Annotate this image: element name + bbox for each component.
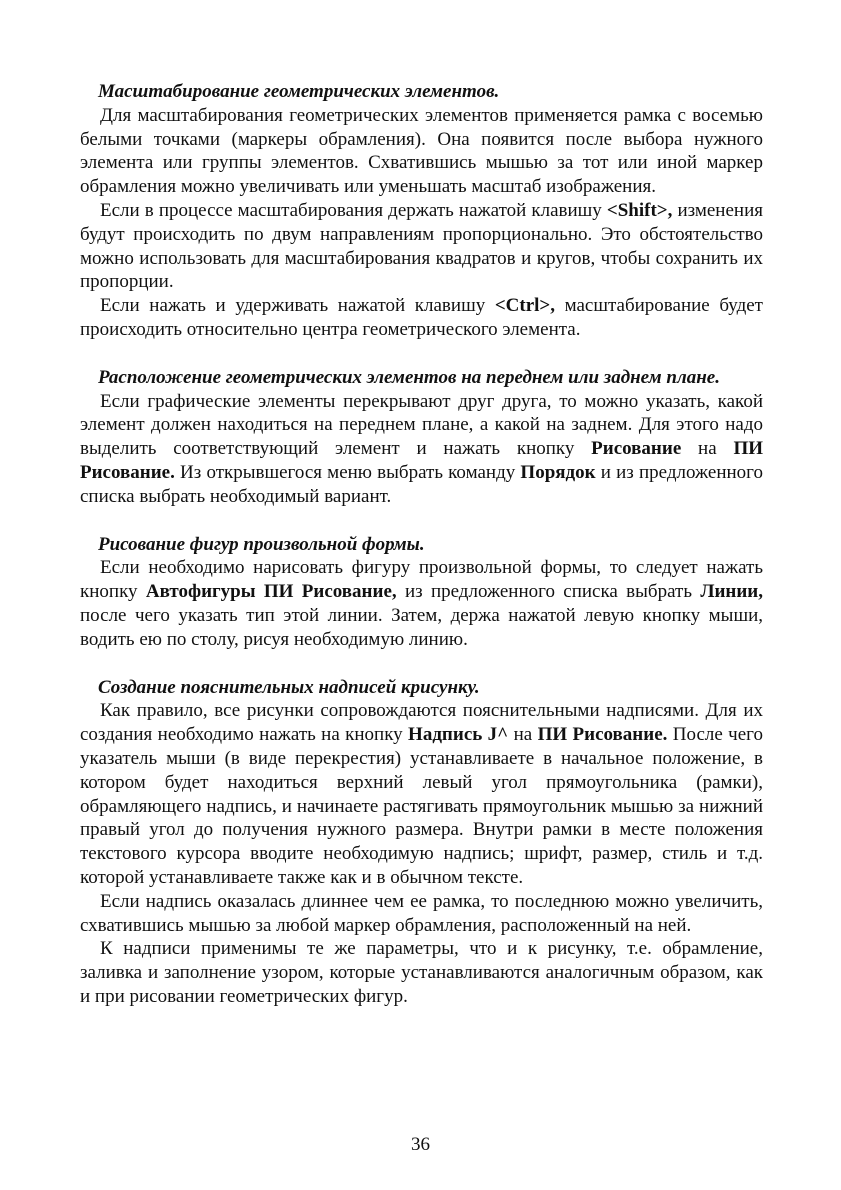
- text-run: из предложенного списка выбрать: [396, 581, 701, 603]
- text-run: К надписи применимы те же параметры, что и к рисунку, т.е. обрамление, заливка и заполнение узором, которые устанавливаются аналогичным образом, как и при рисовании геометрических фигур.: [80, 938, 763, 1007]
- text-run: после чего указать тип этой линии. Затем, держа нажатой левую кнопку мыши, водить ею по столу, рисуя необходимую линию.: [80, 604, 763, 650]
- text-run: После чего указатель мыши (в виде перекрестия) устанавливаете в начальное положение, в котором будет находиться верхний левый угол прямоугольника (рамки), обрамляющего надпись, и начинаете растягивать прямоугольник мышью за нижний правый угол до получения нужного размера. Внутри рамки в месте положения текстового курсора вводите необходимую надпись; шрифт, размер, стиль и т.д. которой устанавливаете также как и в обычном тексте.: [80, 724, 763, 888]
- text-run: Как правило, все рисунки сопровождаются пояснительными надписями. Для их создания необходимо нажать на кнопку: [80, 700, 763, 746]
- paragraph: [80, 937, 763, 1008]
- bold-term: ПИ Рисование.: [537, 724, 668, 746]
- text-run: на: [508, 724, 538, 746]
- paragraph: [80, 890, 763, 938]
- section-heading: Создание пояснительных надписей крисунку.: [98, 676, 480, 698]
- section: [80, 533, 763, 652]
- bold-term: Надпись J^: [408, 724, 509, 746]
- text-run: и из предложенного списка выбрать необходимый вариант.: [80, 461, 763, 507]
- paragraph: [80, 199, 763, 294]
- text-run: Если необходимо нарисовать фигуру произвольной формы, то следует нажать кнопку: [80, 557, 763, 603]
- document-page: [80, 80, 763, 1009]
- text-run: Если нажать и удерживать нажатой клавишу: [100, 295, 495, 317]
- section-heading: Рисование фигур произвольной формы.: [98, 533, 425, 555]
- paragraph: [80, 104, 763, 199]
- bold-term: Рисование: [591, 438, 682, 460]
- text-run: Если графические элементы перекрывают друг друга, то можно указать, какой элемент должен находиться на переднем плане, а какой на заднем. Для этого надо выделить соответствующий элемент и нажать кнопку: [80, 390, 763, 460]
- paragraph: [80, 390, 763, 509]
- section-heading: Масштабирование геометрических элементов.: [98, 81, 500, 102]
- paragraph: [80, 556, 763, 651]
- text-run: на: [681, 438, 734, 460]
- section: [80, 80, 763, 342]
- text-run: Если надпись оказалась длиннее чем ее рамка, то последнюю можно увеличить, схватившись мышью за любой маркер обрамления, расположенный на ней.: [80, 890, 763, 936]
- bold-term: <Shift>,: [606, 199, 673, 221]
- page-number: 36: [411, 1134, 430, 1155]
- text-run: Для масштабирования геометрических элементов применяется рамка с восемью белыми точками (маркеры обрамления). Она появится после выбора нужного элемента или группы элементов. Схватившись мышью за тот или иной маркер обрамления можно увеличивать или уменьшать масштаб изображения.: [80, 104, 763, 198]
- text-run: Если в процессе масштабирования держать нажатой клавишу: [100, 199, 607, 221]
- paragraph: [80, 294, 763, 342]
- bold-term: Линии,: [700, 581, 764, 603]
- text-run: Из открывшегося меню выбрать команду: [174, 461, 521, 483]
- bold-term: ПИ Рисование.: [80, 438, 763, 483]
- section: [80, 366, 763, 509]
- section: [80, 676, 763, 1009]
- text-run: изменения будут происходить по двум направлениям пропорционально. Это обстоятельство можно использовать для масштабирования квадратов и кругов, чтобы сохранить их пропорции.: [80, 199, 763, 293]
- text-run: масштабирование будет происходить относительно центра геометрического элемента.: [80, 295, 763, 340]
- page-content: [80, 80, 763, 1009]
- bold-term: <Ctrl>,: [494, 295, 555, 317]
- bold-term: Автофигуры ПИ Рисование,: [145, 581, 397, 603]
- bold-term: Порядок: [520, 461, 596, 483]
- section-heading: Расположение геометрических элементов на переднем или заднем плане.: [98, 366, 720, 388]
- paragraph: [80, 699, 763, 889]
